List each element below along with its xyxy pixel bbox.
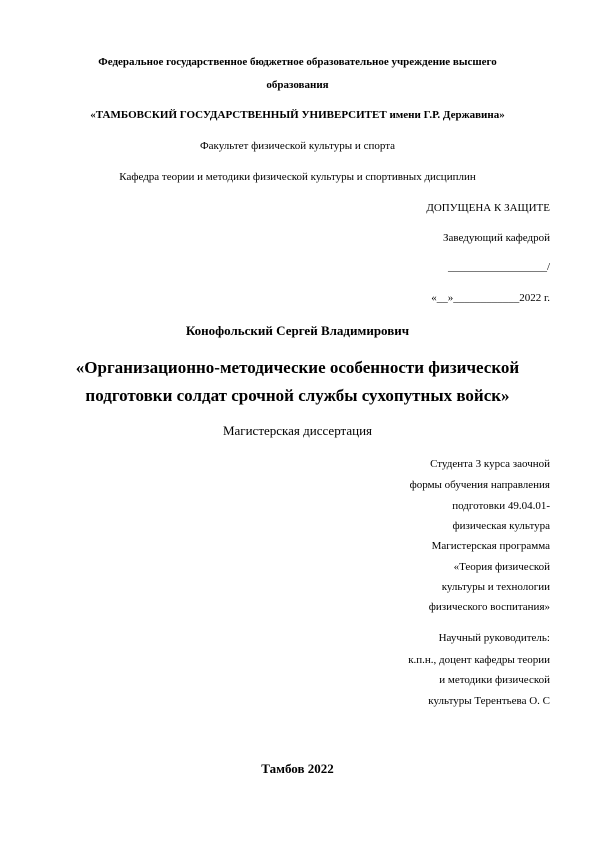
- department-name: Кафедра теории и методики физической культуры и спортивных дисциплин: [119, 171, 476, 183]
- university-name: «ТАМБОВСКИЙ ГОСУДАРСТВЕННЫЙ УНИВЕРСИТЕТ имени Г.Р. Державина»: [90, 109, 505, 121]
- approval-date-line: «__»____________2022 г.: [431, 292, 550, 304]
- student-info-line: формы обучения направления: [409, 479, 550, 491]
- supervisor-info-line: и методики физической: [439, 674, 550, 686]
- supervisor-info-line: культуры Терентьева О. С: [428, 695, 550, 707]
- thesis-title-line-2: подготовки солдат срочной службы сухопутных войск»: [85, 386, 510, 405]
- signature-line: __________________/: [447, 261, 550, 273]
- supervisor-info-line: к.п.н., доцент кафедры теории: [408, 654, 550, 666]
- student-info-line: культуры и технологии: [441, 581, 550, 593]
- city-year: Тамбов 2022: [261, 761, 334, 776]
- student-info-line: физическая культура: [452, 520, 550, 532]
- faculty-name: Факультет физической культуры и спорта: [199, 140, 396, 152]
- student-info-line: подготовки 49.04.01-: [452, 500, 550, 512]
- student-info-line: Студента 3 курса заочной: [430, 458, 550, 470]
- approval-role: Заведующий кафедрой: [443, 232, 550, 244]
- student-info-line: Магистерская программа: [431, 540, 550, 552]
- work-type: Магистерская диссертация: [222, 423, 373, 438]
- institution-line-2: образования: [266, 79, 329, 91]
- institution-line-1: Федеральное государственное бюджетное образовательное учреждение высшего: [98, 56, 497, 68]
- author-name: Конофольский Сергей Владимирович: [185, 323, 410, 338]
- student-info-line: физического воспитания»: [428, 601, 550, 613]
- thesis-title-line-1: «Организационно-методические особенности физической: [75, 358, 520, 377]
- student-info-line: «Теория физической: [453, 561, 550, 573]
- supervisor-info-line: Научный руководитель:: [438, 632, 550, 644]
- approval-status: ДОПУЩЕНА К ЗАЩИТЕ: [426, 202, 550, 214]
